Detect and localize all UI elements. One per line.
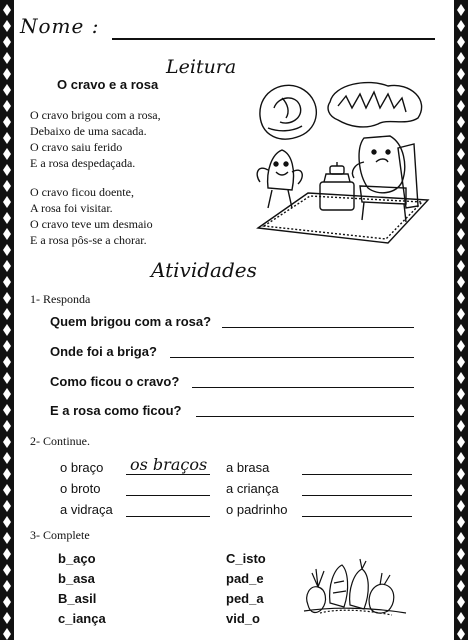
fill-line[interactable] bbox=[302, 516, 412, 517]
fill-line bbox=[126, 474, 210, 475]
answer-line-3[interactable] bbox=[192, 387, 414, 388]
question-2: Onde foi a briga? bbox=[50, 344, 157, 359]
cravo-rosa-illustration bbox=[238, 78, 438, 250]
fill-line[interactable] bbox=[126, 516, 210, 517]
poem-line: O cravo saiu ferido bbox=[30, 140, 123, 154]
complete-word: c_iança bbox=[58, 611, 106, 626]
question-1: Quem brigou com a rosa? bbox=[50, 314, 212, 329]
poem-line: O cravo ficou doente, bbox=[30, 185, 134, 199]
complete-word: pad_e bbox=[226, 571, 264, 586]
continue-word: a criança bbox=[226, 481, 279, 496]
continue-word: o broto bbox=[60, 481, 101, 496]
question-3: Como ficou o cravo? bbox=[50, 374, 180, 389]
poem-line: E a rosa pôs-se a chorar. bbox=[30, 233, 147, 247]
question-4: E a rosa como ficou? bbox=[50, 403, 182, 418]
poem-line: O cravo brigou com a rosa, bbox=[30, 108, 161, 122]
section-2-title: 2- Continue. bbox=[30, 434, 90, 448]
complete-word: b_asa bbox=[58, 571, 95, 586]
continue-word: o padrinho bbox=[226, 502, 288, 517]
name-label: Nome : bbox=[20, 14, 100, 38]
complete-word: C_isto bbox=[226, 551, 266, 566]
vegetables-illustration bbox=[300, 555, 410, 617]
answer-line-2[interactable] bbox=[170, 357, 414, 358]
poem-line: Debaixo de uma sacada. bbox=[30, 124, 147, 138]
complete-word: b_aço bbox=[58, 551, 96, 566]
answer-line-4[interactable] bbox=[196, 416, 414, 417]
complete-word: ped_a bbox=[226, 591, 264, 606]
poem-line: O cravo teve um desmaio bbox=[30, 217, 153, 231]
poem-line: E a rosa despedaçada. bbox=[30, 156, 136, 170]
complete-word: B_asil bbox=[58, 591, 97, 606]
decorative-border-left bbox=[0, 0, 14, 640]
continue-word: a brasa bbox=[226, 460, 270, 475]
fill-line[interactable] bbox=[302, 474, 412, 475]
complete-word: vid_o bbox=[226, 611, 260, 626]
decorative-border-right bbox=[454, 0, 468, 640]
name-row bbox=[20, 14, 435, 44]
reading-heading: Leitura bbox=[166, 56, 237, 78]
activities-heading: Atividades bbox=[151, 258, 257, 282]
poem-line: A rosa foi visitar. bbox=[30, 201, 113, 215]
fill-line[interactable] bbox=[302, 495, 412, 496]
section-3-title: 3- Complete bbox=[30, 528, 90, 542]
continue-word: o braço bbox=[60, 460, 104, 475]
name-field[interactable] bbox=[112, 38, 435, 40]
example-answer: os braços bbox=[130, 455, 208, 474]
continue-word: a vidraça bbox=[60, 502, 113, 517]
poem-stanza-2 bbox=[30, 184, 153, 248]
section-1-title: 1- Responda bbox=[30, 292, 91, 306]
answer-line-1[interactable] bbox=[222, 327, 414, 328]
poem-stanza-1 bbox=[30, 107, 161, 171]
poem-title: O cravo e a rosa bbox=[57, 77, 159, 92]
fill-line[interactable] bbox=[126, 495, 210, 496]
